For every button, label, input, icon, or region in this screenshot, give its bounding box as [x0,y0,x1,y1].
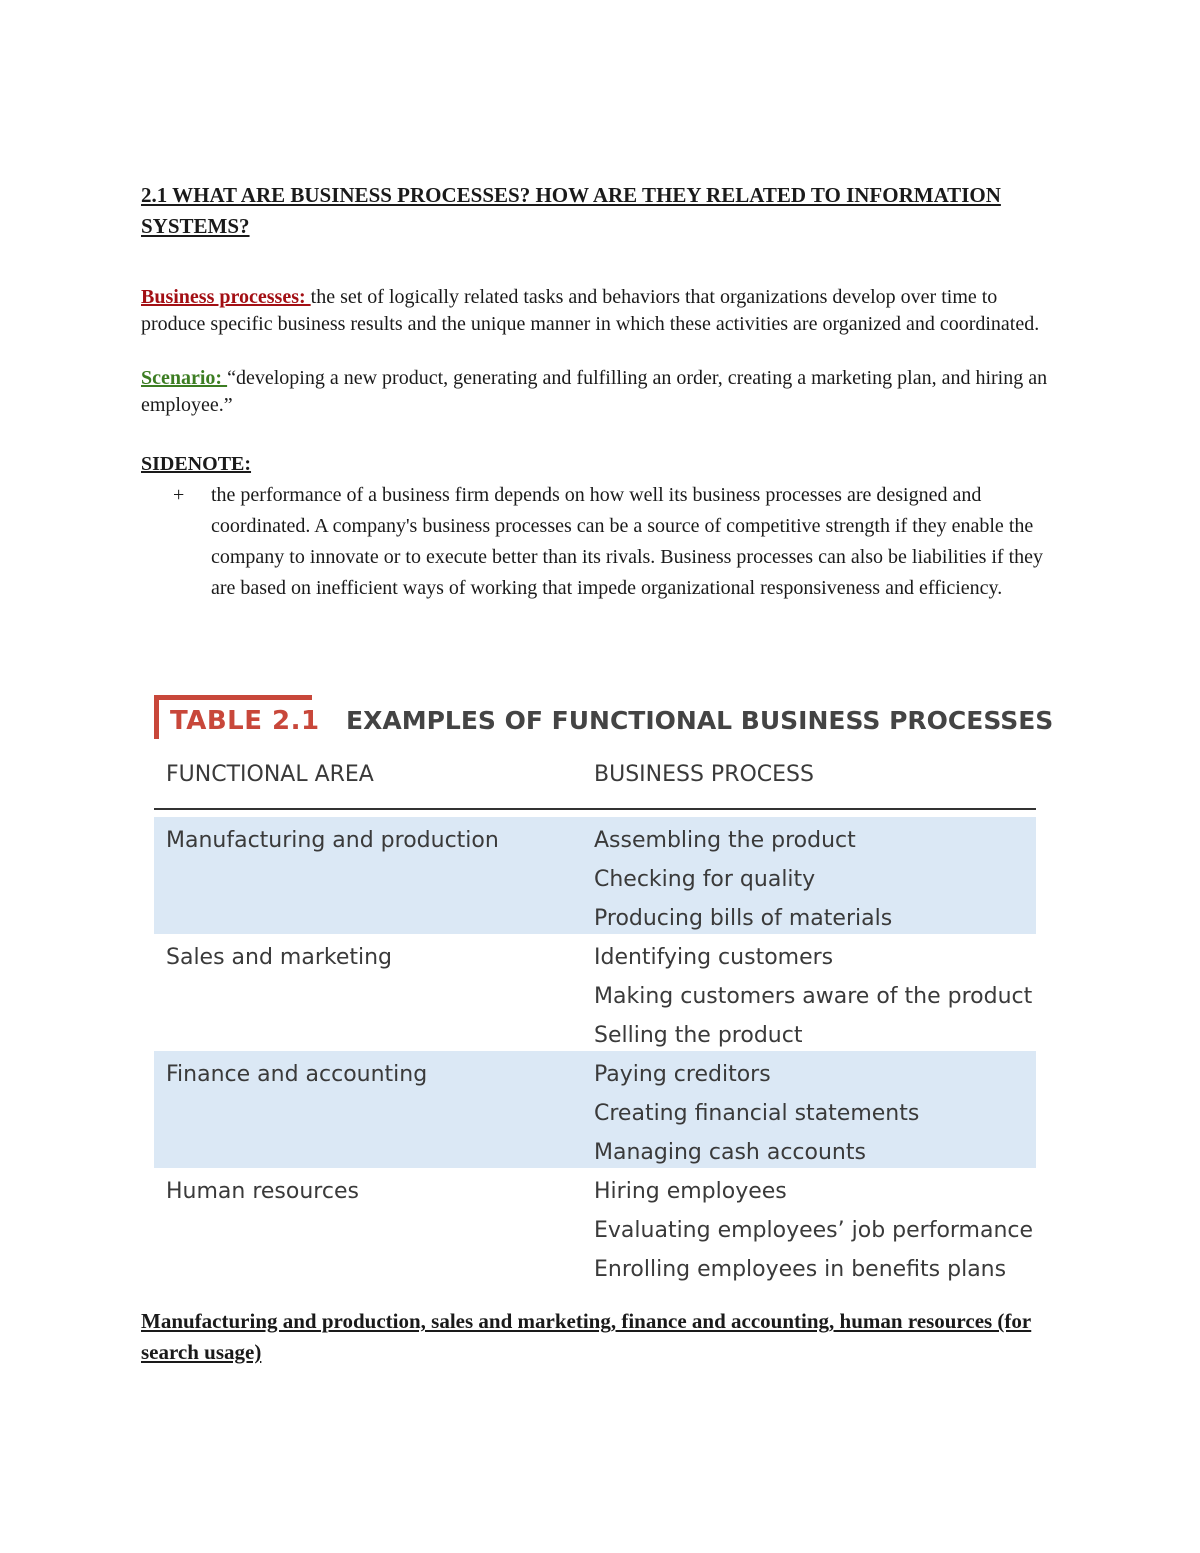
functional-area-cell: Manufacturing and production [166,828,499,853]
plus-bullet-icon: + [173,484,185,506]
header-functional-area: FUNCTIONAL AREA [166,762,374,787]
process-list [594,1172,1033,1289]
functional-area-cell: Sales and marketing [166,945,393,970]
process-item: Paying creditors [594,1062,771,1087]
section-title: 2.1 WHAT ARE BUSINESS PROCESSES? HOW ARE THEY RELATED TO INFORMATION SYSTEMS? [141,183,1001,238]
process-item: Managing cash accounts [594,1140,866,1165]
table-row [154,1168,1036,1285]
search-keywords-note: Manufacturing and production, sales and marketing, finance and accounting, human resources (for search usage) [141,1309,1032,1364]
business-processes-definition: the set of logically related tasks and behaviors that organizations develop over time to produce specific business results and the unique manner in which these activities are organized and coordinated. [141,286,1040,335]
table-caption [154,693,1054,741]
scenario-term: Scenario: [141,367,228,389]
process-item: Selling the product [594,1023,803,1048]
process-item: Enrolling employees in benefits plans [594,1257,1007,1282]
functional-area-cell: Finance and accounting [166,1062,428,1087]
table-row [154,817,1036,934]
sidenote-bullet-text: the performance of a business firm depends on how well its business processes are designed and coordinated. A company's business processes can be a source of competitive strength if they enable the company to innovate or to execute better than its rivals. Business processes can also be liabilities if they are based on inefficient ways of working that impede organizational responsiveness and efficiency. [211,484,1044,599]
table-body [154,817,1036,1285]
functional-area-cell: Human resources [166,1179,359,1204]
process-item: Evaluating employees’ job performance [594,1218,1034,1243]
process-item: Producing bills of materials [594,906,893,931]
process-item: Identifying customers [594,945,834,970]
process-list [594,938,1032,1055]
process-list [594,1055,919,1172]
header-business-process: BUSINESS PROCESS [594,762,814,787]
table-row [154,1051,1036,1168]
table-label: TABLE 2.1 [170,706,320,736]
process-item: Assembling the product [594,828,856,853]
business-processes-term: Business processes: [141,286,311,308]
table-title: EXAMPLES OF FUNCTIONAL BUSINESS PROCESSES [346,706,1054,735]
sidenote-heading: SIDENOTE: [141,453,252,475]
functional-processes-table [154,693,1054,1285]
process-item: Hiring employees [594,1179,787,1204]
table-row [154,934,1036,1051]
sidenote-bullet [141,480,1061,604]
scenario-paragraph [141,365,1066,419]
table-header-row [154,761,1036,810]
process-list [594,821,892,938]
process-item: Creating financial statements [594,1101,920,1126]
process-item: Checking for quality [594,867,816,892]
scenario-text: “developing a new product, generating and fulfilling an order, creating a marketing plan, and hiring an employee.” [141,367,1048,416]
process-item: Making customers aware of the product [594,984,1033,1009]
sidenote-list [141,480,1061,604]
business-processes-paragraph [141,284,1066,338]
